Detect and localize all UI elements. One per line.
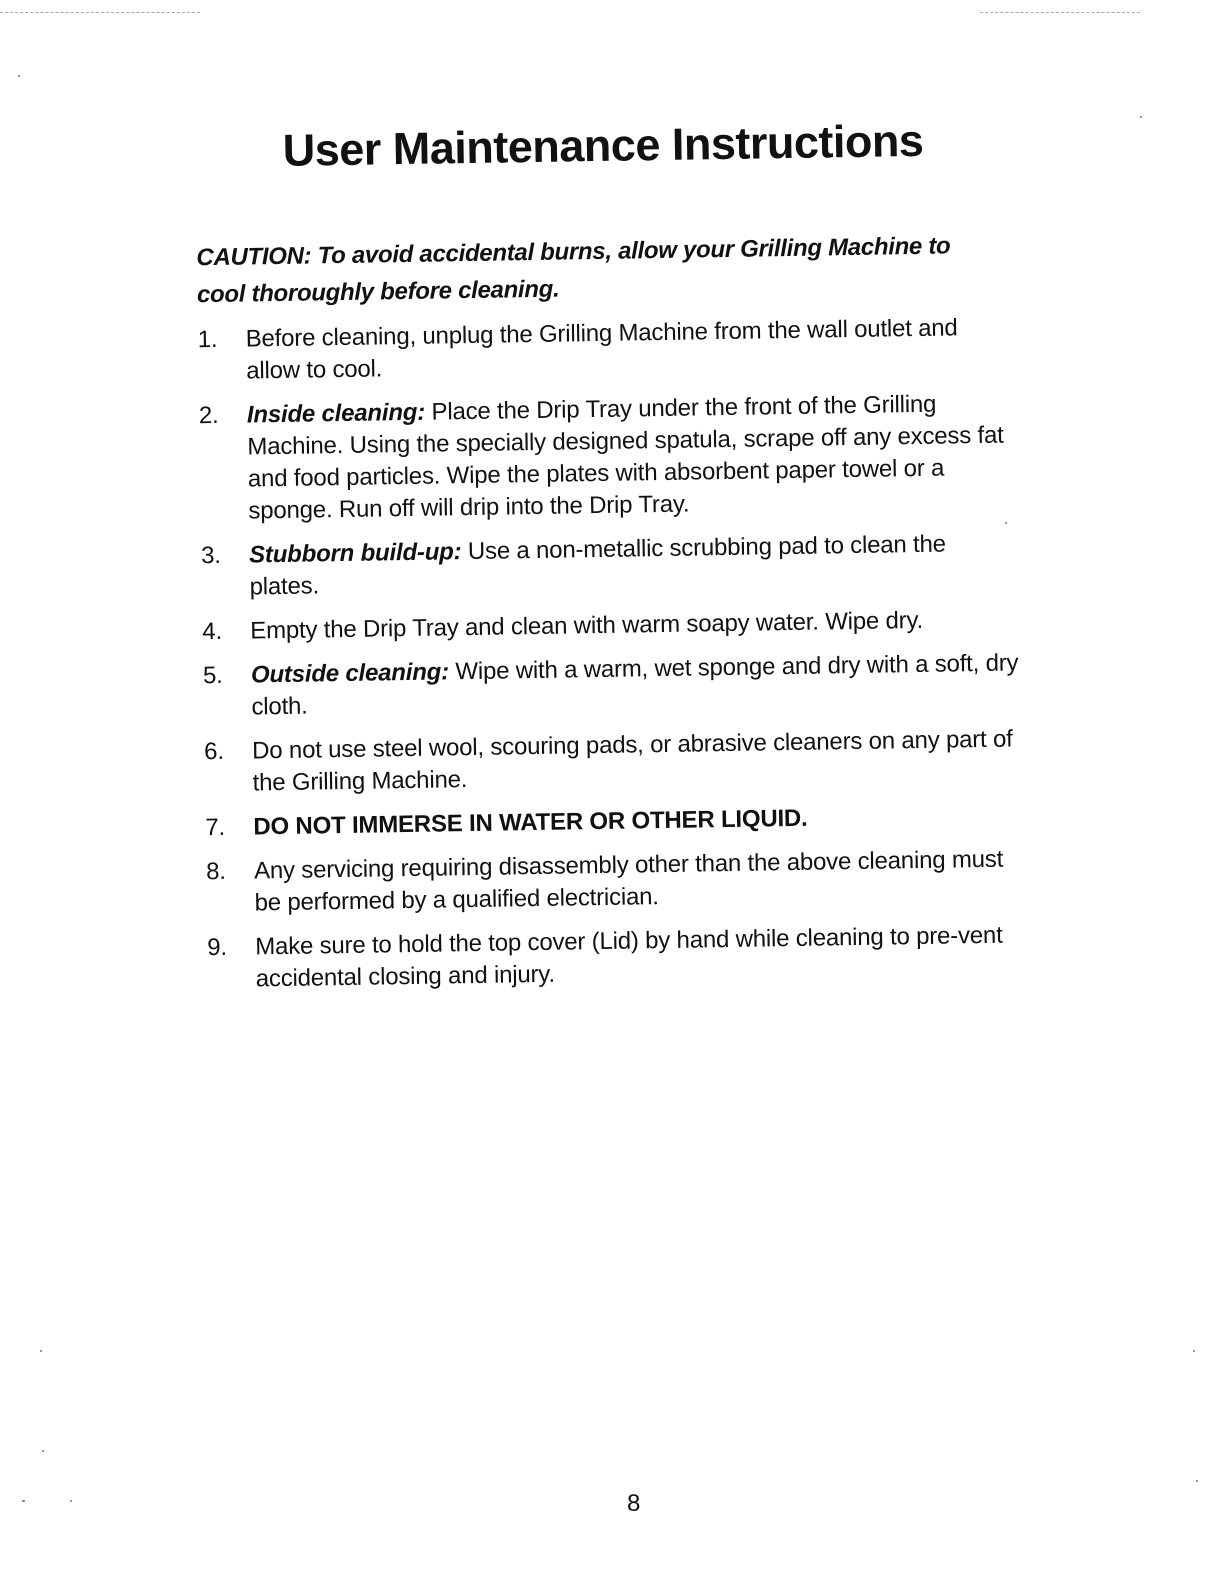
instruction-step-2 xyxy=(199,387,1021,528)
step-number: 9. xyxy=(207,933,228,962)
instruction-step-9 xyxy=(207,919,1028,996)
scan-speck xyxy=(1005,522,1007,524)
step-number: 3. xyxy=(200,541,221,570)
step-number: 8. xyxy=(205,857,226,886)
step-number: 5. xyxy=(202,661,223,690)
step-text: Any servicing requiring disassembly other than the above cleaning must be performed by a qualified electrician. xyxy=(253,845,1004,917)
scan-speck xyxy=(40,1350,42,1352)
step-number: 2. xyxy=(198,401,219,430)
instruction-step-5 xyxy=(203,647,1024,724)
scan-speck xyxy=(18,75,20,77)
step-text: Place the Drip Tray under the front of the Grilling Machine. Using the specially designed spatula, scrape off any excess fat and food particles. Wipe the plates with absorbent paper towel or a sponge. Run off will drip into the Drip Tray. xyxy=(247,390,1004,525)
step-text: Wipe with a warm, wet sponge and dry with a soft, dry cloth. xyxy=(251,649,1019,721)
step-lead: Inside cleaning: xyxy=(246,398,426,429)
instruction-step-6 xyxy=(204,723,1025,800)
scan-speck xyxy=(70,1500,72,1502)
instruction-list xyxy=(197,311,1028,1008)
instruction-step-3 xyxy=(201,527,1022,604)
scan-speck xyxy=(1193,1350,1195,1352)
page-title: User Maintenance Instructions xyxy=(282,114,924,176)
step-text: Use a non-metallic scrubbing pad to clean the plates. xyxy=(249,530,946,601)
scan-speck xyxy=(22,1500,25,1502)
step-text: Before cleaning, unplug the Grilling Machine from the wall outlet and allow to cool. xyxy=(245,314,958,385)
step-number: 4. xyxy=(202,617,223,646)
instruction-step-8 xyxy=(206,843,1027,920)
step-warning: DO NOT IMMERSE IN WATER OR OTHER LIQUID. xyxy=(253,804,808,841)
page-number: 8 xyxy=(627,1490,641,1517)
scan-speck xyxy=(1140,116,1142,118)
step-text: Make sure to hold the top cover (Lid) by hand while cleaning to pre-vent accidental closing and injury. xyxy=(255,921,1003,993)
instruction-step-7 xyxy=(205,799,1025,844)
instruction-step-1 xyxy=(197,311,1018,388)
step-number: 1. xyxy=(197,325,218,354)
step-number: 6. xyxy=(203,737,225,766)
step-lead: Stubborn build-up: xyxy=(248,538,462,569)
step-text: Do not use steel wool, scouring pads, or abrasive cleaners on any part of the Grilling Machine. xyxy=(251,725,1013,797)
instruction-step-4 xyxy=(202,603,1022,648)
scan-speck xyxy=(1196,1480,1198,1482)
step-text: Empty the Drip Tray and clean with warm soapy water. Wipe dry. xyxy=(250,606,924,645)
step-lead: Outside cleaning: xyxy=(250,658,450,689)
caution-notice: CAUTION: To avoid accidental burns, allow your Grilling Machine to cool thoroughly before cleaning. xyxy=(196,232,951,309)
scan-speck xyxy=(42,1450,44,1452)
step-number: 7. xyxy=(205,813,226,842)
